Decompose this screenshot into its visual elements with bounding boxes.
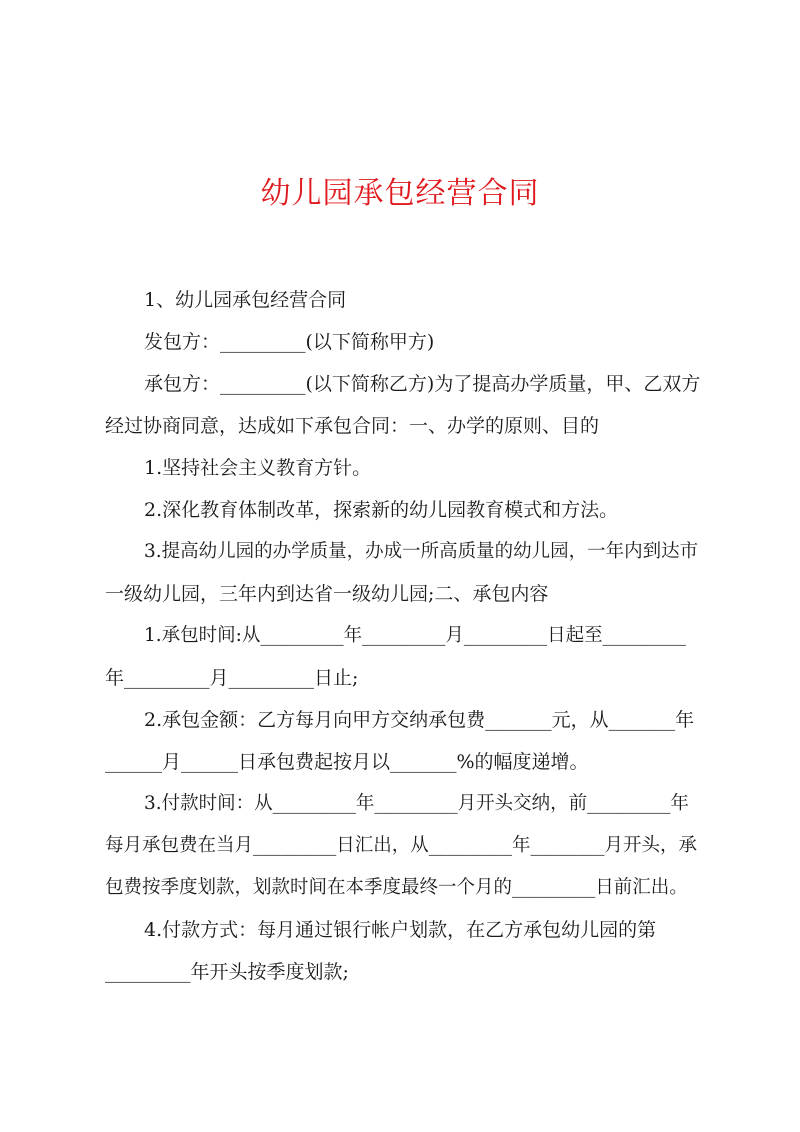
paragraph-line: 经过协商同意，达成如下承包合同：一、办学的原则、目的 [105, 415, 600, 437]
paragraph-line: _________年开头按季度划款; [105, 961, 349, 983]
list-item: 4.付款方式：每月通过银行帐户划款，在乙方承包幼儿园的第 [144, 919, 657, 941]
list-item: 1.承包时间:从_________年_________月_________日起至_________ [144, 625, 686, 646]
party-a-line: 发包方：_________(以下简称甲方) [144, 331, 435, 353]
section-heading: 1、幼儿园承包经营合同 [144, 289, 347, 311]
list-item: 2.深化教育体制改革，探索新的幼儿园教育模式和方法。 [144, 499, 619, 521]
list-item: 2.承包金额：乙方每月向甲方交纳承包费_______元，从_______年 [144, 709, 695, 731]
paragraph-line: 一级幼儿园，三年内到达省一级幼儿园;二、承包内容 [105, 583, 549, 605]
paragraph-line: 包费按季度划款，划款时间在本季度最终一个月的_________日前汇出。 [105, 877, 688, 898]
paragraph-line: ______月______日承包费起按月以_______%的幅度递增。 [105, 751, 589, 773]
party-b-line: 承包方：_________(以下简称乙方)为了提高办学质量，甲、乙双方 [144, 373, 701, 395]
list-item: 1.坚持社会主义教育方针。 [144, 457, 372, 479]
paragraph-line: 年_________月_________日止; [105, 667, 359, 689]
list-item: 3.付款时间：从_________年_________月开头交纳，前_________年 [144, 793, 689, 814]
list-item: 3.提高幼儿园的办学质量，办成一所高质量的幼儿园，一年内到达市 [144, 541, 699, 562]
paragraph-line: 每月承包费在当月_________日汇出，从_________年________月开头，承 [105, 835, 698, 856]
document-title: 幼儿园承包经营合同 [260, 176, 540, 211]
